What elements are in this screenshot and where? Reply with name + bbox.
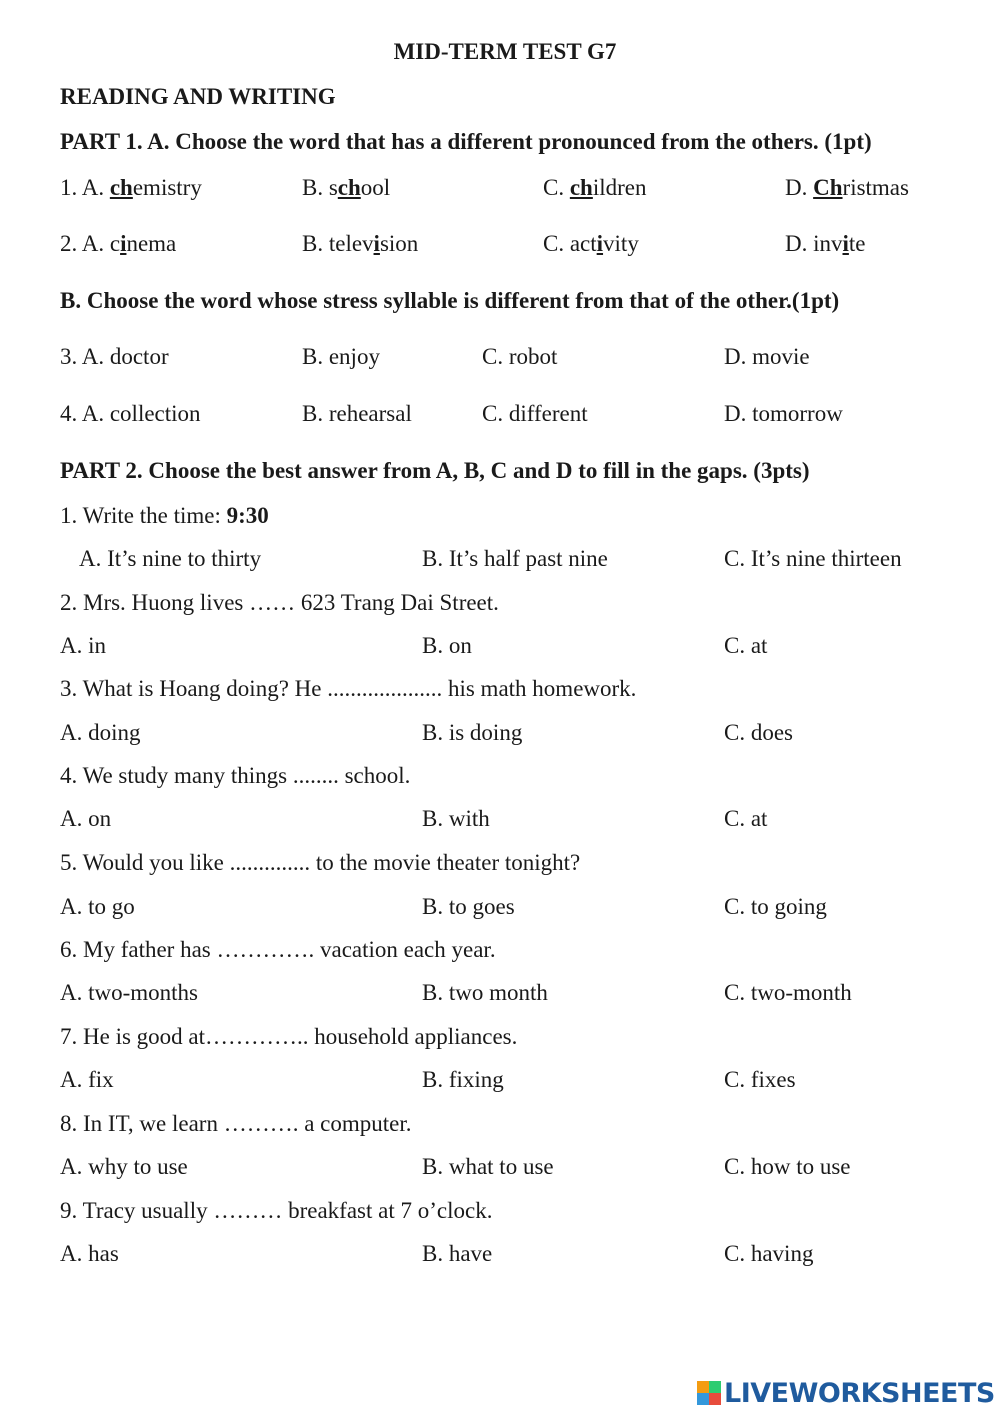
- answer-p2-8a: A. why to use: [60, 1154, 188, 1179]
- option-2b: B. television: [302, 231, 419, 256]
- answer-p2-2c: C. at: [724, 633, 768, 658]
- question-p2-2: 2. Mrs. Huong lives …… 623 Trang Dai Street.: [60, 590, 499, 615]
- answer-p2-8b: B. what to use: [422, 1154, 554, 1179]
- question-p2-6: 6. My father has …………. vacation each year.: [60, 937, 496, 962]
- answer-p2-6a: A. two-months: [60, 980, 198, 1005]
- option-4b: B. rehearsal: [302, 401, 412, 426]
- answer-p2-2b: B. on: [422, 633, 472, 658]
- option-3c: C. robot: [482, 344, 558, 369]
- option-4c: C. different: [482, 401, 588, 426]
- answer-p2-1a: A. It’s nine to thirty: [79, 546, 262, 571]
- answer-p2-1c: C. It’s nine thirteen: [724, 546, 902, 571]
- answer-p2-9b: B. have: [422, 1241, 493, 1266]
- answer-p2-5c: C. to going: [724, 894, 827, 919]
- answer-p2-4a: A. on: [60, 806, 112, 831]
- option-1b: B. school: [302, 175, 391, 200]
- liveworksheets-logo: [697, 1378, 995, 1408]
- answer-p2-4c: C. at: [724, 806, 768, 831]
- answer-p2-3b: B. is doing: [422, 720, 523, 745]
- answer-p2-4b: B. with: [422, 806, 490, 831]
- logo-text: LIVEWORKSHEETS: [724, 1377, 995, 1409]
- answer-p2-2a: A. in: [60, 633, 106, 658]
- answer-p2-6c: C. two-month: [724, 980, 852, 1005]
- question-p2-1: 1. Write the time: 9:30: [60, 503, 269, 528]
- page-title: MID-TERM TEST G7: [393, 39, 617, 64]
- question-p2-9: 9. Tracy usually ……… breakfast at 7 o’clock.: [60, 1198, 493, 1223]
- answer-p2-7a: A. fix: [60, 1067, 114, 1092]
- answer-p2-3c: C. does: [724, 720, 793, 745]
- option-4a: 4. A. collection: [60, 401, 201, 426]
- option-4d: D. tomorrow: [724, 401, 843, 426]
- question-p2-5: 5. Would you like .............. to the movie theater tonight?: [60, 850, 581, 875]
- question-p2-8: 8. In IT, we learn ………. a computer.: [60, 1111, 412, 1136]
- answer-p2-9c: C. having: [724, 1241, 814, 1266]
- option-2c: C. activity: [543, 231, 639, 256]
- question-p2-7: 7. He is good at………….. household appliances.: [60, 1024, 518, 1049]
- question-p2-4: 4. We study many things ........ school.: [60, 763, 411, 788]
- option-3b: B. enjoy: [302, 344, 380, 369]
- answer-p2-1b: B. It’s half past nine: [422, 546, 608, 571]
- answer-p2-5b: B. to goes: [422, 894, 515, 919]
- answer-p2-3a: A. doing: [60, 720, 141, 745]
- answer-p2-6b: B. two month: [422, 980, 548, 1005]
- answer-p2-9a: A. has: [60, 1241, 119, 1266]
- part1-heading-a: PART 1. A. Choose the word that has a different pronounced from the others. (1pt): [60, 129, 872, 154]
- option-2d: D. invite: [785, 231, 866, 256]
- answer-p2-7b: B. fixing: [422, 1067, 504, 1092]
- option-1a: 1. A. chemistry: [60, 175, 202, 200]
- answer-p2-8c: C. how to use: [724, 1154, 851, 1179]
- option-3a: 3. A. doctor: [60, 344, 169, 369]
- question-p2-3: 3. What is Hoang doing? He .................... his math homework.: [60, 676, 637, 701]
- part1-heading-b: B. Choose the word whose stress syllable is different from that of the other.(1pt): [60, 288, 840, 313]
- option-1c: C. children: [543, 175, 647, 200]
- section-heading: READING AND WRITING: [60, 84, 336, 109]
- answer-p2-7c: C. fixes: [724, 1067, 796, 1092]
- option-3d: D. movie: [724, 344, 810, 369]
- liveworksheets-logo-icon: [697, 1381, 721, 1405]
- option-1d: D. Christmas: [785, 175, 909, 200]
- part2-heading: PART 2. Choose the best answer from A, B, C and D to fill in the gaps. (3pts): [60, 458, 810, 483]
- option-2a: 2. A. cinema: [60, 231, 177, 256]
- answer-p2-5a: A. to go: [60, 894, 135, 919]
